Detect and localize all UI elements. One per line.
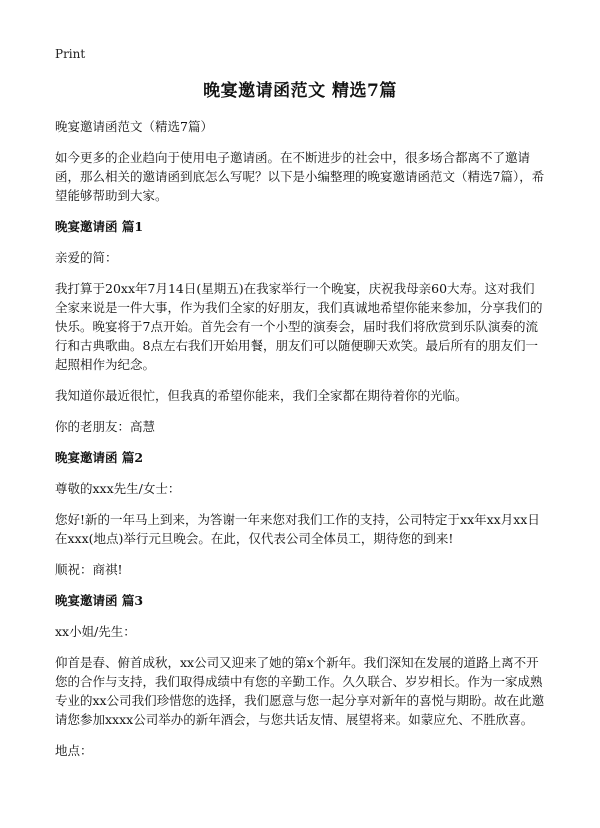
section-1-signature: 你的老朋友：高慧	[55, 419, 156, 434]
intro-paragraph: 如今更多的企业趋向于使用电子邀请函。在不断进步的社会中，很多场合都离不了邀请函，那么相关的邀请函到底怎么写呢？以下是小编整理的晚宴邀请函范文（精选7篇），希望能够帮助到大家。	[55, 150, 545, 203]
section-3-heading: 晚宴邀请函 篇3	[55, 593, 144, 608]
print-label: Print	[55, 47, 86, 61]
section-3-greeting: xx小姐/先生：	[55, 624, 136, 639]
section-3-body-1: 仰首是春、俯首成秋，xx公司又迎来了她的第x个新年。我们深知在发展的道路上离不开您的合作与支持，我们取得成绩中有您的辛勤工作。久久联合、岁岁相长。作为一家成熟专业的xx公司我们珍惜您的选择，我们愿意与您一起分享对新年的喜悦与期盼。故在此邀请您参加xxxx公司举办的新年酒会，与您共话友情、展望将来。如蒙应允、不胜欣喜。	[55, 655, 545, 727]
section-2-heading: 晚宴邀请函 篇2	[55, 450, 144, 465]
document-body	[55, 117, 547, 772]
section-1-greeting: 亲爱的简：	[55, 250, 118, 265]
section-1-heading: 晚宴邀请函 篇1	[55, 219, 144, 234]
page-title: 晚宴邀请函范文 精选7篇	[203, 81, 397, 101]
section-2-closing: 顺祝：商祺!	[55, 562, 123, 577]
section-2-body-1: 您好!新的一年马上到来，为答谢一年来您对我们工作的支持，公司特定于xx年xx月xx日在xxx(地点)举行元旦晚会。在此，仅代表公司全体员工，期待您的到来!	[55, 512, 540, 546]
section-1-body-1: 我打算于20xx年7月14日(星期五)在我家举行一个晚宴，庆祝我母亲60大寿。这对我们全家来说是一件大事，作为我们全家的好朋友，我们真诚地希望你能来参加，分享我们的快乐。晚宴将于7点开始。首先会有一个小型的演奏会，届时我们将欣赏到乐队演奏的流行和古典歌曲。8点左右我们开始用餐，朋友们可以随便聊天欢笑。最后所有的朋友们一起照相作为纪念。	[55, 281, 543, 372]
section-2-greeting: 尊敬的xxx先生/女士：	[55, 481, 181, 496]
section-3-location: 地点：	[55, 743, 93, 758]
section-1-body-2: 我知道你最近很忙，但我真的希望你能来，我们全家都在期待着你的光临。	[55, 388, 468, 403]
document-subtitle: 晚宴邀请函范文（精选7篇）	[55, 119, 213, 134]
